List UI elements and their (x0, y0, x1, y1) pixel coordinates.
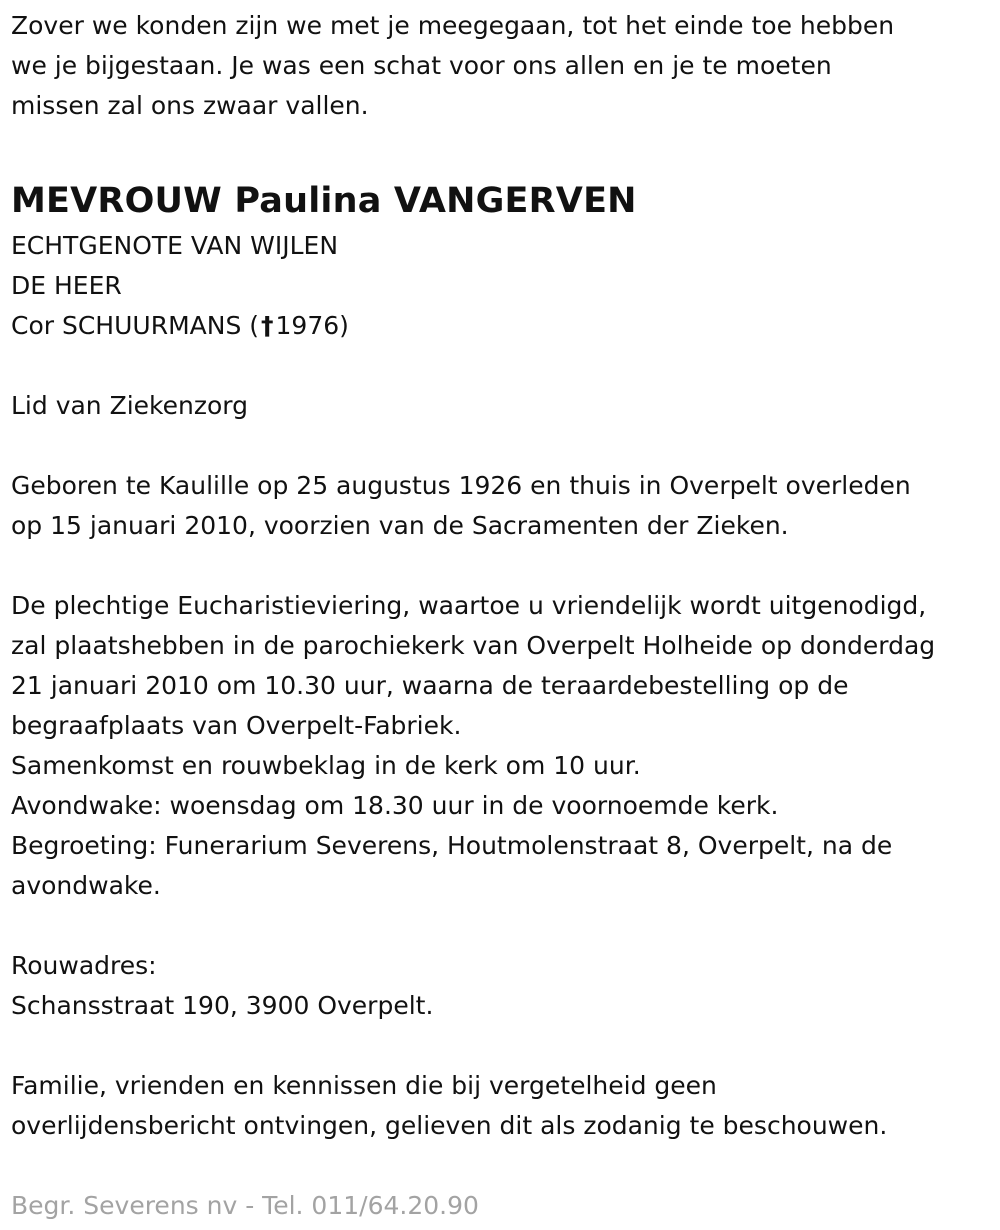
funeral-home-footer: Begr. Severens nv - Tel. 011/64.20.90 (11, 1191, 479, 1220)
death-notice (11, 6, 996, 1226)
intro-line: missen zal ons zwaar vallen. (11, 91, 369, 120)
intro-line: Zover we konden zijn we met je meegegaan, tot het einde toe hebben (11, 11, 895, 40)
mourning-address (11, 946, 996, 1026)
relation-line: ECHTGENOTE VAN WIJLEN (11, 231, 339, 260)
intro-line: we je bijgestaan. Je was een schat voor ons allen en je te moeten (11, 51, 832, 80)
paragraph-line: overlijdensbericht ontvingen, gelieven dit als zodanig te beschouwen. (11, 1111, 888, 1140)
paragraph-line: op 15 januari 2010, voorzien van de Sacramenten der Zieken. (11, 511, 789, 540)
paragraph-line: De plechtige Eucharistieviering, waartoe u vriendelijk wordt uitgenodigd, (11, 591, 927, 620)
paragraph-line: Samenkomst en rouwbeklag in de kerk om 10 uur. (11, 751, 641, 780)
cross-icon: † (261, 311, 274, 340)
paragraph-line: begraafplaats van Overpelt-Fabriek. (11, 711, 462, 740)
spouse-death-year: 1976) (275, 311, 349, 340)
birth-death-paragraph (11, 466, 996, 546)
paragraph-line: Avondwake: woensdag om 18.30 uur in de voornoemde kerk. (11, 791, 779, 820)
paragraph-line: Geboren te Kaulille op 25 augustus 1926 en thuis in Overpelt overleden (11, 471, 911, 500)
intro-verse (11, 6, 996, 126)
paragraph-line: avondwake. (11, 871, 161, 900)
ceremony-paragraph (11, 586, 996, 906)
paragraph-line: 21 januari 2010 om 10.30 uur, waarna de teraardebestelling op de (11, 671, 849, 700)
address-value: Schansstraat 190, 3900 Overpelt. (11, 991, 434, 1020)
relation-line: DE HEER (11, 271, 122, 300)
spouse-name: Cor SCHUURMANS ( (11, 311, 260, 340)
paragraph-line: zal plaatshebben in de parochiekerk van Overpelt Holheide op donderdag (11, 631, 936, 660)
closing-paragraph (11, 1066, 996, 1146)
membership: Lid van Ziekenzorg (11, 391, 248, 420)
paragraph-line: Familie, vrienden en kennissen die bij vergetelheid geen (11, 1071, 717, 1100)
paragraph-line: Begroeting: Funerarium Severens, Houtmolenstraat 8, Overpelt, na de (11, 831, 893, 860)
address-label: Rouwadres: (11, 951, 157, 980)
deceased-name: MEVROUW Paulina VANGERVEN (11, 181, 637, 221)
spouse-line (11, 306, 996, 346)
spouse-block (11, 226, 996, 346)
